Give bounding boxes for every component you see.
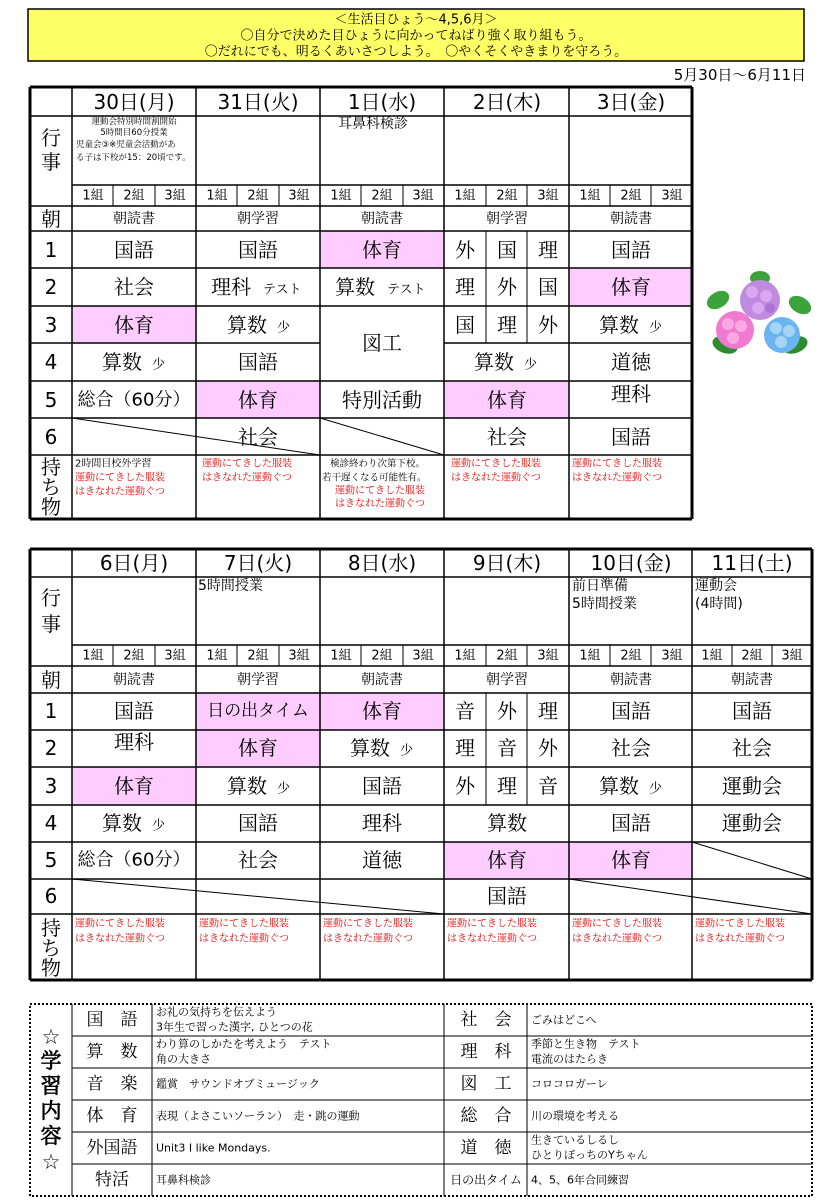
- w2-d1-kumi1: 1組: [206, 648, 228, 664]
- w2-d4-kumi2: 2組: [620, 648, 642, 664]
- study-left-content-0-1: お礼の気持ちを伝えよう: [156, 1005, 277, 1019]
- w1-p2-d3-k2: 外: [497, 275, 517, 299]
- study-right-subject-1: 理 科: [460, 1042, 512, 1062]
- w2-p4-d4: 国語: [611, 811, 651, 835]
- w2-p1-d3-k2: 外: [497, 699, 517, 723]
- hydrangea-illustration: [704, 271, 815, 357]
- w1-label-gyoji-1: 行: [41, 126, 61, 150]
- w2-d3-kumi3: 3組: [537, 648, 559, 664]
- w2-label-p3: 3: [44, 774, 58, 798]
- study-right-subject-5: 日の出タイム: [450, 1173, 522, 1187]
- w1-p3-d3-k3: 外: [538, 313, 558, 337]
- w1-p2-d1: 理科: [211, 275, 251, 299]
- w2-p2-d2-suffix: 少: [400, 743, 414, 759]
- w2-p4-d0-suffix: 少: [152, 818, 166, 834]
- w2-morning-d0: 朝読書: [113, 672, 155, 688]
- w2-items-d5-1: 運動にてきした服装: [695, 918, 785, 930]
- w1-p3-d1: 算数: [227, 313, 267, 337]
- study-right-content-2: コロコロガーレ: [531, 1077, 608, 1091]
- w1-p5-d4: 理科: [611, 382, 651, 406]
- w2-p4-d3: 算数: [487, 811, 527, 835]
- w2-event-d4-1: 前日準備: [572, 578, 628, 594]
- w2-p3-d2: 国語: [362, 774, 402, 798]
- w2-d1-kumi2: 2組: [247, 648, 269, 664]
- goal-title: ＜生活目ひょう～4,5,6月＞: [334, 12, 498, 28]
- w1-p3-d3-k2: 理: [497, 313, 517, 337]
- study-left-content-1-1: わり算のしかたを考えよう テスト: [156, 1037, 332, 1051]
- w1-d4-kumi2: 2組: [620, 188, 642, 204]
- study-right-content-1-2: 電流のはたらき: [531, 1052, 608, 1066]
- w1-morning-d1: 朝学習: [237, 211, 279, 227]
- w2-p6-d3: 国語: [487, 884, 527, 908]
- w2-p1-d4: 国語: [611, 699, 651, 723]
- w2-p3-d5: 運動会: [722, 774, 782, 798]
- w1-d1-kumi1: 1組: [206, 188, 228, 204]
- w1-label-p3: 3: [44, 313, 58, 337]
- w2-p1-d5: 国語: [732, 699, 772, 723]
- w2-d2-kumi2: 2組: [371, 648, 393, 664]
- w2-p4-d0: 算数: [102, 811, 142, 835]
- w2-label-mochi-2: ち: [41, 936, 61, 960]
- w2-d0-kumi2: 2組: [123, 648, 145, 664]
- goal-line-2: 〇だれにでも、明るくあいさつしよう。 〇やくそくやきまりを守ろう。: [204, 44, 628, 60]
- w2-d0-kumi3: 3組: [164, 648, 186, 664]
- w1-d3-kumi1: 1組: [454, 188, 476, 204]
- study-left-content-0-2: 3年生で習った漢字, ひとつの花: [156, 1020, 313, 1034]
- w2-d5-kumi1: 1組: [701, 648, 723, 664]
- w2-items-d2-1: 運動にてきした服装: [323, 918, 413, 930]
- w2-d4-kumi1: 1組: [579, 648, 601, 664]
- w2-items-d1-1: 運動にてきした服装: [199, 918, 289, 930]
- w1-p3-d4: 算数: [599, 313, 639, 337]
- w1-items-d1-2: はきなれた運動ぐつ: [202, 472, 292, 484]
- w1-p1-d3-k3: 理: [538, 238, 558, 262]
- w1-items-d2-4: はきなれた運動ぐつ: [335, 498, 425, 510]
- study-side-1: 学: [40, 1049, 62, 1073]
- w2-items-d0-2: はきなれた運動ぐつ: [75, 933, 165, 945]
- w1-p3-d0: 体育: [114, 313, 154, 337]
- study-left-content-5: 耳鼻科検診: [156, 1173, 211, 1187]
- w1-label-mochi-1: 持: [41, 455, 61, 479]
- w1-items-d4-1: 運動にてきした服装: [572, 458, 662, 470]
- w2-d3-kumi1: 1組: [454, 648, 476, 664]
- w1-items-d2-1: 検診終わり次第下校。: [330, 458, 426, 470]
- w2-p5-d0: 総合（60分）: [77, 849, 191, 871]
- w1-event-d2: 耳鼻科検診: [338, 116, 408, 132]
- w2-items-d5-2: はきなれた運動ぐつ: [695, 933, 785, 945]
- w1-morning-d2: 朝読書: [361, 211, 403, 227]
- w2-items-d4-2: はきなれた運動ぐつ: [572, 933, 662, 945]
- w1-day-1: 31日(火): [217, 90, 299, 114]
- w1-p2-d2: 算数: [335, 275, 375, 299]
- week2-timetable: [30, 549, 812, 980]
- w1-morning-d3: 朝学習: [486, 211, 528, 227]
- w1-p3-d4-suffix: 少: [649, 320, 663, 336]
- w2-label-gyoji-1: 行: [41, 586, 61, 610]
- w1-items-d2-2: 若干遅くなる可能性有。: [322, 472, 427, 484]
- w1-event-d0-1: 運動会特別時間割開始: [91, 117, 177, 127]
- w1-items-d0-1: 2時間目校外学習: [75, 458, 152, 470]
- w2-d5-kumi3: 3組: [781, 648, 803, 664]
- w1-day-0: 30日(月): [93, 90, 175, 114]
- w1-label-p2: 2: [44, 275, 58, 299]
- w1-d2-kumi2: 2組: [371, 188, 393, 204]
- w2-label-gyoji-2: 事: [41, 612, 61, 636]
- w2-day-2: 8日(水): [347, 551, 417, 575]
- w1-p1-d2: 体育: [362, 238, 402, 262]
- w2-p2-d5: 社会: [732, 736, 772, 760]
- study-right-subject-3: 総 合: [460, 1106, 512, 1126]
- w2-p4-d5: 運動会: [722, 811, 782, 835]
- w2-label-mochi-1: 持: [41, 916, 61, 940]
- w1-label-p4: 4: [44, 350, 58, 374]
- study-left-content-4: Unit3 I like Mondays.: [156, 1141, 271, 1155]
- w2-p3-d3-k3: 音: [538, 774, 558, 798]
- w2-day-5: 11日(土): [711, 551, 793, 575]
- study-right-subject-2: 図 工: [460, 1074, 512, 1094]
- w2-p4-d1: 国語: [238, 811, 278, 835]
- w2-d2-kumi3: 3組: [412, 648, 434, 664]
- w1-d1-kumi3: 3組: [288, 188, 310, 204]
- w2-p3-d4: 算数: [599, 774, 639, 798]
- w1-p4-d3: 算数: [474, 350, 514, 374]
- study-left-subject-2: 音 楽: [86, 1074, 138, 1094]
- study-left-subject-3: 体 育: [86, 1106, 138, 1126]
- w2-event-d1: 5時間授業: [198, 578, 263, 594]
- w2-p2-d4: 社会: [611, 736, 651, 760]
- w2-label-p5: 5: [44, 848, 58, 872]
- study-side-5: ☆: [41, 1150, 61, 1174]
- w1-items-d3-1: 運動にてきした服装: [451, 458, 541, 470]
- w2-p1-d2: 体育: [362, 699, 402, 723]
- w2-p2-d3-k1: 理: [455, 736, 475, 760]
- w2-d3-kumi2: 2組: [496, 648, 518, 664]
- w1-p6-d4: 国語: [611, 425, 651, 449]
- w1-label-asa: 朝: [41, 207, 61, 231]
- w2-items-d3-1: 運動にてきした服装: [447, 918, 537, 930]
- w1-p6-d3: 社会: [487, 425, 527, 449]
- w1-label-gyoji-2: 事: [41, 150, 61, 174]
- w1-p4-d1: 国語: [238, 350, 278, 374]
- w1-event-d0-2: 5時間目60分授業: [100, 128, 168, 138]
- w2-label-p6: 6: [44, 884, 58, 908]
- w1-p4-d3-suffix: 少: [524, 357, 538, 373]
- w1-p2-d1-suffix: テスト: [263, 282, 302, 298]
- w1-p4-d0: 算数: [102, 350, 142, 374]
- w1-p2-d2-suffix: テスト: [387, 282, 426, 298]
- w1-d0-kumi2: 2組: [123, 188, 145, 204]
- w2-morning-d4: 朝読書: [610, 672, 652, 688]
- w2-day-4: 10日(金): [590, 551, 672, 575]
- w2-morning-d2: 朝読書: [361, 672, 403, 688]
- w1-p1-d1: 国語: [238, 238, 278, 262]
- w1-p3-d3-k1: 国: [455, 313, 475, 337]
- study-left-subject-1: 算 数: [86, 1042, 138, 1062]
- study-left-content-1-2: 角の大きさ: [156, 1052, 211, 1066]
- w1-d0-kumi1: 1組: [82, 188, 104, 204]
- w2-p5-d2: 道徳: [362, 848, 402, 872]
- w1-event-d0-3: 児童会③※児童会活動があ: [76, 140, 176, 150]
- w1-p1-d3-k1: 外: [455, 238, 475, 262]
- w2-items-d0-1: 運動にてきした服装: [75, 918, 165, 930]
- w1-items-d4-2: はきなれた運動ぐつ: [572, 472, 662, 484]
- w2-p4-d2: 理科: [362, 811, 402, 835]
- study-side-2: 習: [40, 1074, 62, 1098]
- w2-items-d2-2: はきなれた運動ぐつ: [323, 933, 413, 945]
- w2-day-1: 7日(火): [223, 551, 293, 575]
- w1-d2-kumi3: 3組: [412, 188, 434, 204]
- w1-morning-d4: 朝読書: [610, 211, 652, 227]
- study-right-content-4-1: 生きているしるし: [531, 1133, 619, 1147]
- w2-items-d3-2: はきなれた運動ぐつ: [447, 933, 537, 945]
- w2-event-d5-1: 運動会: [695, 578, 737, 594]
- study-right-content-5: 4、5、6年合同練習: [531, 1173, 629, 1187]
- w2-morning-d1: 朝学習: [237, 672, 279, 688]
- w2-p5-d3: 体育: [487, 848, 527, 872]
- study-right-content-3: 川の環境を考える: [531, 1109, 619, 1123]
- w2-day-0: 6日(月): [99, 551, 169, 575]
- study-left-subject-5: 特活: [95, 1170, 129, 1190]
- goal-line-1: 〇自分で決めた目ひょうに向かってねばり強く取り組もう。: [240, 28, 592, 44]
- study-right-content-0: ごみはどこへ: [531, 1013, 597, 1027]
- w1-d1-kumi2: 2組: [247, 188, 269, 204]
- w1-p1-d0: 国語: [114, 238, 154, 262]
- w2-p3-d4-suffix: 少: [649, 781, 663, 797]
- w2-day-3: 9日(木): [472, 551, 542, 575]
- w1-p4-d4: 道徳: [611, 350, 651, 374]
- study-side-4: 容: [40, 1124, 62, 1148]
- w1-label-mochi-3: 物: [41, 495, 61, 519]
- w1-items-d3-2: はきなれた運動ぐつ: [451, 472, 541, 484]
- study-side-0: ☆: [41, 1025, 61, 1049]
- w1-label-p1: 1: [44, 238, 58, 262]
- w2-p1-d1: 日の出タイム: [207, 701, 309, 721]
- w2-p2-d1: 体育: [238, 736, 278, 760]
- w2-p1-d0: 国語: [114, 699, 154, 723]
- w1-label-p6: 6: [44, 425, 58, 449]
- w1-p2-d0: 社会: [114, 275, 154, 299]
- w1-day-3: 2日(木): [472, 90, 542, 114]
- w1-label-mochi-2: ち: [41, 475, 61, 499]
- w2-p5-d4: 体育: [611, 848, 651, 872]
- w2-p3-d0: 体育: [114, 774, 154, 798]
- w1-p2-d3-k1: 理: [455, 275, 475, 299]
- w2-items-d1-2: はきなれた運動ぐつ: [199, 933, 289, 945]
- w1-d0-kumi3: 3組: [164, 188, 186, 204]
- w2-p3-d1-suffix: 少: [277, 781, 291, 797]
- w2-items-d4-1: 運動にてきした服装: [572, 918, 662, 930]
- w1-morning-d0: 朝読書: [113, 211, 155, 227]
- w2-p2-d3-k2: 音: [497, 736, 517, 760]
- w1-p1-d4: 国語: [611, 238, 651, 262]
- w1-p2-d4: 体育: [611, 275, 651, 299]
- w1-day-2: 1日(水): [347, 90, 417, 114]
- w2-d0-kumi1: 1組: [82, 648, 104, 664]
- w1-event-d0-4: る子は下校が15：20頃です。: [76, 153, 191, 163]
- w1-d3-kumi2: 2組: [496, 188, 518, 204]
- study-content-table: [30, 1004, 812, 1196]
- w2-p2-d3-k3: 外: [538, 736, 558, 760]
- study-right-content-4-2: ひとりぼっちのYちゃん: [531, 1148, 648, 1162]
- w2-p2-d2: 算数: [350, 736, 390, 760]
- w2-label-p1: 1: [44, 699, 58, 723]
- study-right-content-1-1: 季節と生き物 テスト: [531, 1037, 641, 1051]
- study-side-3: 内: [40, 1099, 62, 1123]
- w1-p3-d1-suffix: 少: [277, 320, 291, 336]
- study-left-subject-0: 国 語: [86, 1010, 138, 1030]
- w2-p1-d3-k3: 理: [538, 699, 558, 723]
- w1-items-d2-3: 運動にてきした服装: [335, 485, 425, 497]
- w2-p3-d3-k1: 外: [455, 774, 475, 798]
- w2-event-d5-2: (4時間): [695, 596, 743, 612]
- study-left-subject-4: 外国語: [86, 1138, 138, 1158]
- w2-morning-d5: 朝読書: [731, 672, 773, 688]
- w1-d2-kumi1: 1組: [330, 188, 352, 204]
- w2-d5-kumi2: 2組: [741, 648, 763, 664]
- w2-morning-d3: 朝学習: [486, 672, 528, 688]
- w2-label-p2: 2: [44, 736, 58, 760]
- w2-p2-d0: 理科: [114, 730, 154, 754]
- week1-timetable: [30, 87, 692, 519]
- w1-day-4: 3日(金): [596, 90, 666, 114]
- w2-p5-d1: 社会: [238, 848, 278, 872]
- study-right-subject-0: 社 会: [460, 1010, 512, 1030]
- w2-label-p4: 4: [44, 811, 58, 835]
- w1-p1-d3-k2: 国: [497, 238, 517, 262]
- w1-p34-d2: 図工: [362, 331, 402, 355]
- w2-d1-kumi3: 3組: [288, 648, 310, 664]
- w2-d4-kumi3: 3組: [661, 648, 683, 664]
- w1-p4-d0-suffix: 少: [152, 357, 166, 373]
- study-left-content-2: 鑑賞 サウンドオブミュージック: [156, 1077, 320, 1091]
- w1-p6-d1: 社会: [238, 425, 278, 449]
- w1-p2-d3-k3: 国: [538, 275, 558, 299]
- w1-items-d1-1: 運動にてきした服装: [202, 458, 292, 470]
- w2-label-mochi-3: 物: [41, 956, 61, 980]
- w1-p5-d3: 体育: [487, 388, 527, 412]
- study-left-content-3: 表現（よさこいソーラン） 走・跳の運動: [156, 1109, 360, 1123]
- w2-p1-d3-k1: 音: [455, 699, 475, 723]
- w1-p5-d0: 総合（60分）: [77, 389, 191, 411]
- w2-p3-d3-k2: 理: [497, 774, 517, 798]
- w1-items-d0-2: 運動にてきした服装: [75, 472, 165, 484]
- w2-label-asa: 朝: [41, 668, 61, 692]
- w1-label-p5: 5: [44, 388, 58, 412]
- w1-d4-kumi1: 1組: [579, 188, 601, 204]
- w1-p5-d2: 特別活動: [342, 388, 422, 412]
- w1-d3-kumi3: 3組: [537, 188, 559, 204]
- date-range: 5月30日～6月11日: [673, 66, 806, 84]
- w2-d2-kumi1: 1組: [330, 648, 352, 664]
- w2-event-d4-2: 5時間授業: [572, 596, 637, 612]
- study-right-subject-4: 道 徳: [460, 1138, 512, 1158]
- goal-banner: [28, 9, 804, 61]
- w1-d4-kumi3: 3組: [661, 188, 683, 204]
- w1-items-d0-3: はきなれた運動ぐつ: [75, 486, 165, 498]
- w2-p3-d1: 算数: [227, 774, 267, 798]
- w1-p5-d1: 体育: [238, 388, 278, 412]
